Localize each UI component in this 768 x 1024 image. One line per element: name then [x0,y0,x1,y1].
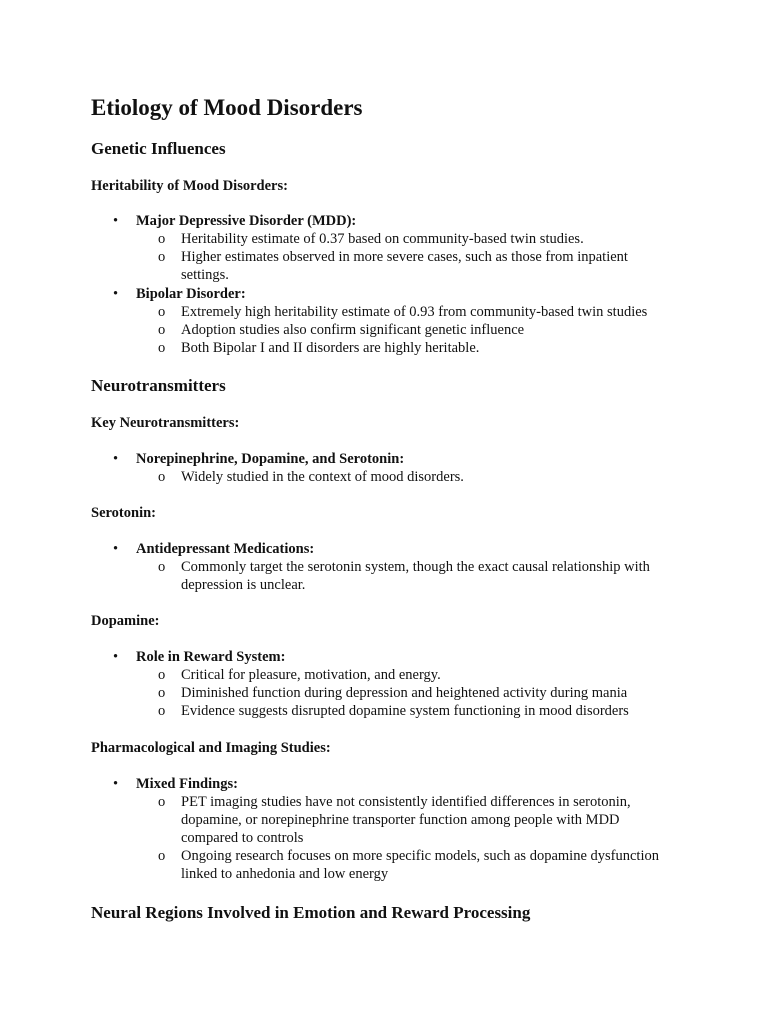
document-title: Etiology of Mood Disorders [91,95,363,120]
list-item-heading: Bipolar Disorder: [136,286,246,302]
list-item-heading: Mixed Findings: [136,776,238,792]
list-item-heading: Antidepressant Medications: [136,541,315,557]
subsection-label-heritability: Heritability of Mood Disorders: [91,178,288,194]
sub-list-text: Higher estimates observed in more severe cases, such as those from inpatient settings. [181,249,628,283]
sub-list-text: Ongoing research focuses on more specific models, such as dopamine dysfunction linked to anhedonia and low energy [181,848,659,882]
sub-bullet-marker: o [158,848,166,864]
sub-bullet-marker: o [158,322,166,338]
sub-list-text: Evidence suggests disrupted dopamine system functioning in mood disorders [181,703,629,719]
sub-bullet-marker: o [158,559,166,575]
sub-bullet-marker: o [158,703,166,719]
sub-bullet-marker: o [158,469,166,485]
bullet-marker: • [113,541,119,557]
sub-bullet-marker: o [158,340,166,356]
sub-bullet-marker: o [158,794,166,810]
sub-list-text: Extremely high heritability estimate of 0.93 from community-based twin studies [181,304,648,320]
section-heading-neural-regions: Neural Regions Involved in Emotion and Reward Processing [91,903,531,922]
list-item-heading: Major Depressive Disorder (MDD): [136,213,357,229]
bullet-marker: • [113,776,119,792]
sub-bullet-marker: o [158,231,166,247]
sub-list-text: PET imaging studies have not consistently identified differences in serotonin, dopamine, or norepinephrine transporter function among people with MDD compared to controls [181,794,631,846]
list-item-heading: Role in Reward System: [136,649,286,665]
sub-list-text: Widely studied in the context of mood disorders. [181,469,464,485]
sub-list-text: Adoption studies also confirm significant genetic influence [181,322,525,338]
sub-bullet-marker: o [158,667,166,683]
sub-list-text: Diminished function during depression and heightened activity during mania [181,685,628,701]
sub-list-text: Commonly target the serotonin system, though the exact causal relationship with depression is unclear. [181,559,650,593]
section-heading-genetic: Genetic Influences [91,139,226,158]
list-item-heading: Norepinephrine, Dopamine, and Serotonin: [136,451,405,467]
bullet-marker: • [113,649,119,665]
subsection-label-dopamine: Dopamine: [91,613,160,629]
bullet-marker: • [113,213,119,229]
subsection-label-serotonin: Serotonin: [91,505,156,521]
bullet-marker: • [113,286,119,302]
sub-bullet-marker: o [158,304,166,320]
sub-list-text: Heritability estimate of 0.37 based on community-based twin studies. [181,231,584,247]
subsection-label-pharmacological: Pharmacological and Imaging Studies: [91,740,331,756]
sub-list-text: Both Bipolar I and II disorders are highly heritable. [181,340,480,356]
sub-list-text: Critical for pleasure, motivation, and energy. [181,667,441,683]
bullet-marker: • [113,451,119,467]
subsection-label-key-neurotransmitters: Key Neurotransmitters: [91,415,240,431]
sub-bullet-marker: o [158,685,166,701]
section-heading-neurotransmitters: Neurotransmitters [91,376,226,395]
sub-bullet-marker: o [158,249,166,265]
